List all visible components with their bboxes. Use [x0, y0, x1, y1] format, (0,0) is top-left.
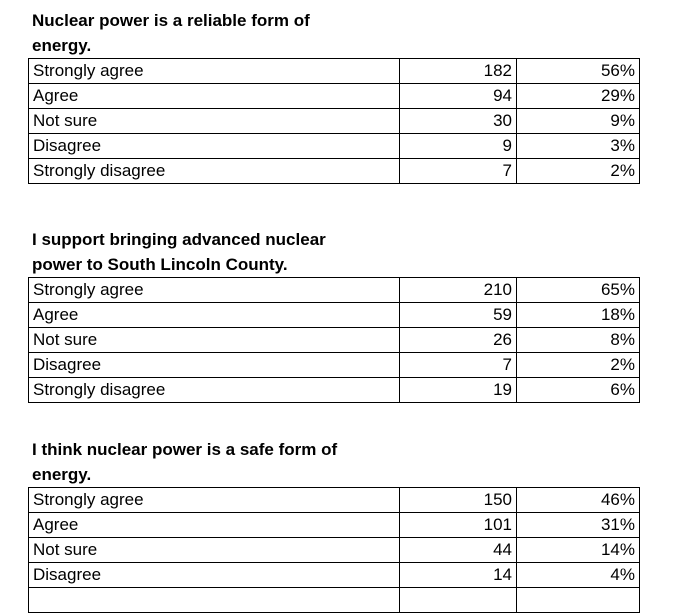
- table-row: [29, 353, 640, 378]
- response-percent: 14%: [517, 538, 640, 563]
- response-count: 94: [400, 84, 517, 109]
- table-row: [29, 538, 640, 563]
- table-row: [29, 59, 640, 84]
- response-count: 26: [400, 328, 517, 353]
- survey-section-support: [28, 227, 635, 403]
- response-count: 9: [400, 134, 517, 159]
- response-percent: 3%: [517, 134, 640, 159]
- response-count: 44: [400, 538, 517, 563]
- table-row-cutoff: [29, 588, 640, 613]
- response-percent: 56%: [517, 59, 640, 84]
- response-percent: 9%: [517, 109, 640, 134]
- survey-section-reliable: [28, 8, 635, 184]
- response-label: Agree: [29, 303, 400, 328]
- response-label: Not sure: [29, 328, 400, 353]
- response-label: Strongly agree: [29, 488, 400, 513]
- response-count: 210: [400, 278, 517, 303]
- response-count: 7: [400, 159, 517, 184]
- response-label: Not sure: [29, 109, 400, 134]
- response-count: 182: [400, 59, 517, 84]
- response-count: 19: [400, 378, 517, 403]
- survey-section-safe: [28, 437, 635, 613]
- response-table: [28, 277, 640, 403]
- question-heading: I think nuclear power is a safe form of energy.: [32, 440, 338, 484]
- table-row: [29, 563, 640, 588]
- table-row: [29, 109, 640, 134]
- table-row: [29, 488, 640, 513]
- table-row: [29, 134, 640, 159]
- question-heading: I support bringing advanced nuclear power to South Lincoln County.: [32, 230, 326, 274]
- response-label: Disagree: [29, 134, 400, 159]
- table-row: [29, 84, 640, 109]
- response-count: 150: [400, 488, 517, 513]
- response-label: Strongly agree: [29, 278, 400, 303]
- response-label: Strongly disagree: [29, 378, 400, 403]
- response-percent: 6%: [517, 378, 640, 403]
- table-row: [29, 303, 640, 328]
- response-label: Disagree: [29, 353, 400, 378]
- response-table: [28, 58, 640, 184]
- response-percent: 65%: [517, 278, 640, 303]
- response-percent: 46%: [517, 488, 640, 513]
- response-count: 7: [400, 353, 517, 378]
- response-percent: 4%: [517, 563, 640, 588]
- table-row: [29, 328, 640, 353]
- response-percent: 8%: [517, 328, 640, 353]
- table-row: [29, 513, 640, 538]
- response-label: Disagree: [29, 563, 400, 588]
- response-table: [28, 487, 640, 613]
- response-label: Agree: [29, 84, 400, 109]
- table-row: [29, 278, 640, 303]
- response-label: Agree: [29, 513, 400, 538]
- response-label: Strongly agree: [29, 59, 400, 84]
- response-count: 14: [400, 563, 517, 588]
- response-count: 30: [400, 109, 517, 134]
- response-percent: 18%: [517, 303, 640, 328]
- table-row: [29, 378, 640, 403]
- question-heading: Nuclear power is a reliable form of energy.: [32, 11, 310, 55]
- response-percent: 2%: [517, 353, 640, 378]
- response-percent: 31%: [517, 513, 640, 538]
- response-count: 101: [400, 513, 517, 538]
- response-label: Strongly disagree: [29, 159, 400, 184]
- response-percent: 2%: [517, 159, 640, 184]
- response-count: 59: [400, 303, 517, 328]
- response-percent: 29%: [517, 84, 640, 109]
- response-label: Not sure: [29, 538, 400, 563]
- table-row: [29, 159, 640, 184]
